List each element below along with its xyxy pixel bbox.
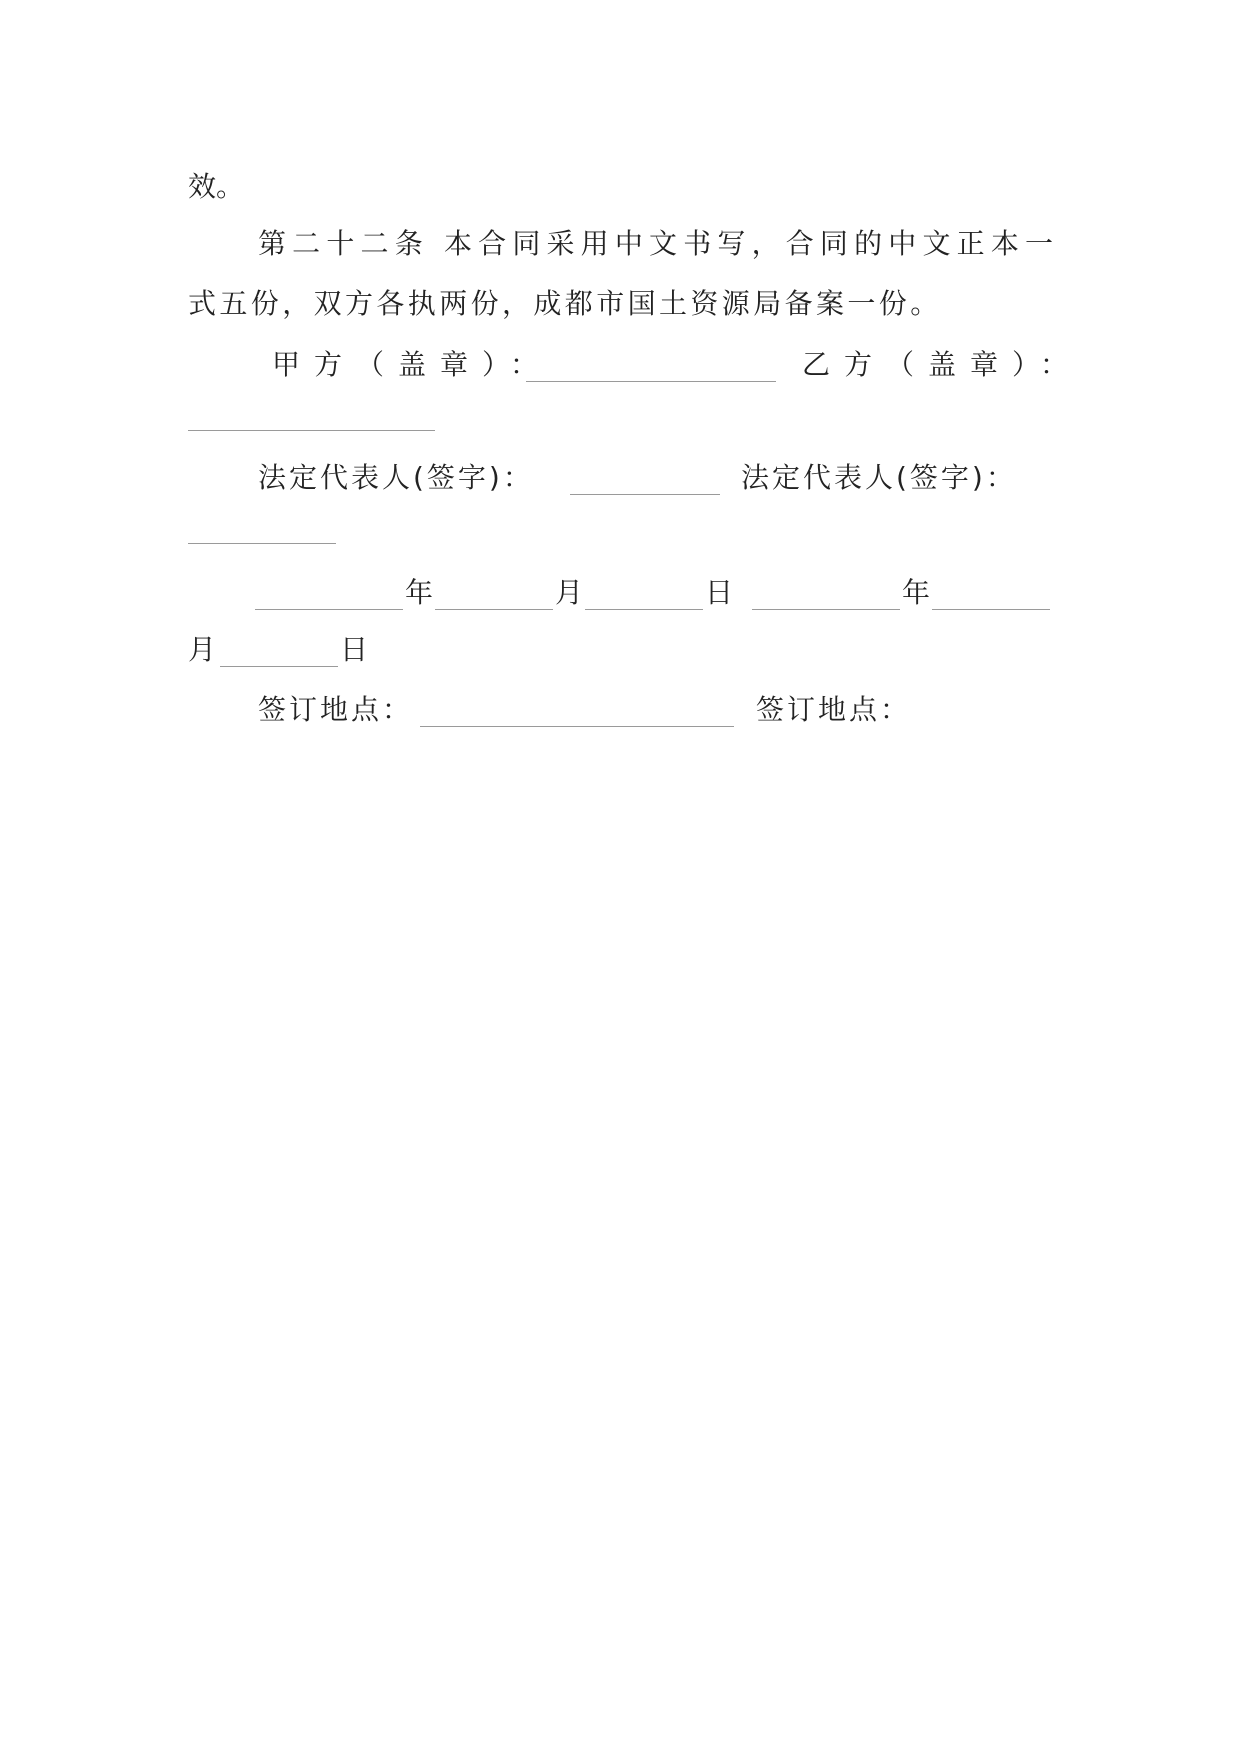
continuation-text [188,167,244,207]
article-22-line-1: 第二十二条 本合同采用中文书写，合同的中文正本一 [258,227,1055,260]
date-a-year-blank[interactable] [255,583,403,610]
sign-place-b-label: 签订地点： [756,693,912,726]
legal-rep-b [741,458,1017,498]
party-b-seal-label: 乙方（盖章）： [802,348,1083,381]
date-b-year-char: 年 [902,576,931,609]
date-a-month-blank[interactable] [435,583,553,610]
party-b-seal [802,345,1082,385]
sign-place-b [756,690,911,730]
date-a-day-char: 日 [705,576,734,609]
continuation-label: 效。 [188,170,245,203]
date-a-year-char: 年 [405,576,434,609]
party-seal-row [272,345,552,385]
party-a-seal-label: 甲方（盖章）： [272,348,553,381]
date-b-month-char: 月 [188,633,217,666]
legal-rep-a-blank[interactable] [570,468,720,495]
party-b-seal-blank[interactable] [188,404,435,431]
legal-rep-b-label: 法定代表人(签字)： [741,461,1017,494]
date-b-month-blank-part1[interactable] [932,583,1050,610]
party-a-seal-blank[interactable] [526,355,776,382]
article-22-line-2: 式五份，双方各执两份，成都市国土资源局备案一份。 [188,287,942,320]
date-b-day-blank[interactable] [220,640,338,667]
date-b-day-char: 日 [340,633,369,666]
date-a-day-blank[interactable] [585,583,703,610]
legal-rep-a [258,458,534,498]
legal-rep-b-blank[interactable] [188,517,336,544]
sign-place-a-label: 签订地点： [258,693,414,726]
legal-rep-a-label: 法定代表人(签字)： [258,461,534,494]
date-a-month-char: 月 [555,576,584,609]
sign-place-a [258,690,413,730]
date-b-year-blank[interactable] [752,583,900,610]
sign-place-a-blank[interactable] [420,700,734,727]
